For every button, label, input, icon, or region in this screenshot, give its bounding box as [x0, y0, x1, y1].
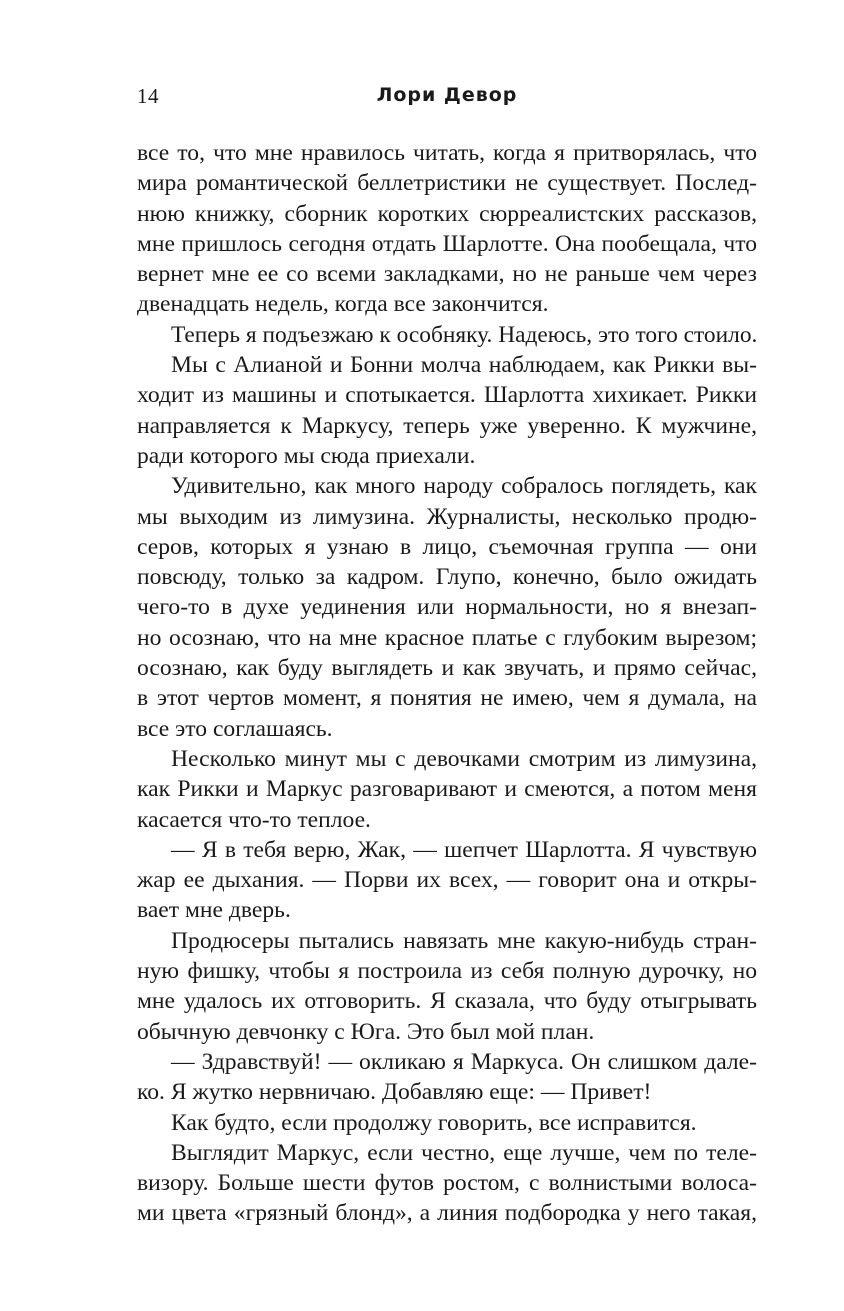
- text-line: как Рикки и Маркус разговаривают и смеются, а потом меня: [137, 776, 757, 803]
- text-line: но осознаю, что на мне красное платье с глубоким вырезом;: [137, 624, 757, 651]
- text-line: — Здравствуй! — окликаю я Маркуса. Он слишком дале-: [171, 1048, 757, 1075]
- text-line: Продюсеры пытались навязать мне какую-нибудь стран-: [171, 927, 757, 954]
- text-line: чего-то в духе уединения или нормальности, но я внезап-: [137, 594, 757, 621]
- text-line: обычную девчонку с Юга. Это был мой план.: [137, 1018, 595, 1045]
- text-line: серов, которых я узнаю в лицо, съемочная группа — они: [137, 533, 757, 560]
- text-line: мне удалось их отговорить. Я сказала, что буду отыгрывать: [137, 988, 757, 1015]
- text-line: Мы с Алианой и Бонни молча наблюдаем, как Рикки вы-: [171, 352, 757, 379]
- text-line: касается что-то теплое.: [137, 806, 371, 833]
- text-line: мы выходим из лимузина. Журналисты, несколько продю-: [137, 503, 757, 530]
- text-line: осознаю, как буду выглядеть и как звучать, и прямо сейчас,: [137, 655, 757, 682]
- text-line: все то, что мне нравилось читать, когда я притворялась, что: [137, 140, 757, 166]
- running-title: Лори Девор: [376, 84, 518, 106]
- body-text: [137, 138, 757, 1229]
- text-line: повсюду, только за кадром. Глупо, конечно, было ожидать: [137, 564, 757, 591]
- text-line: нюю книжку, сборник коротких сюрреалистских рассказов,: [137, 200, 757, 227]
- text-line: визору. Больше шести футов ростом, с волнистыми волоса-: [137, 1170, 757, 1197]
- text-line: вернет мне ее со всеми закладками, но не раньше чем через: [137, 261, 757, 288]
- text-line: жар ее дыхания. — Порви их всех, — говорит она и откры-: [137, 867, 757, 894]
- text-line: ходит из машины и спотыкается. Шарлотта хихикает. Рикки: [137, 382, 757, 409]
- text-line: ную фишку, чтобы я построила из себя полную дурочку, но: [137, 958, 757, 985]
- text-line: вает мне дверь.: [137, 897, 291, 924]
- text-line: ко. Я жутко нервничаю. Добавляю еще: — Привет!: [137, 1079, 652, 1106]
- text-line: двенадцать недель, когда все закончится.: [137, 291, 549, 318]
- text-line: — Я в тебя верю, Жак, — шепчет Шарлотта. Я чувствую: [171, 836, 757, 863]
- text-line: Теперь я подъезжаю к особняку. Надеюсь, это того стоило.: [171, 321, 758, 348]
- page-number: 14: [137, 84, 159, 108]
- text-line: ми цвета «грязный блонд», а линия подбородка у него такая,: [137, 1200, 757, 1227]
- page-header: [137, 84, 757, 112]
- text-line: Выглядит Маркус, если честно, еще лучше, чем по теле-: [171, 1139, 757, 1166]
- text-line: мира романтической беллетристики не существует. Послед-: [137, 170, 757, 197]
- text-line: мне пришлось сегодня отдать Шарлотте. Она пообещала, что: [137, 230, 757, 257]
- text-line: направляется к Маркусу, теперь уже уверенно. К мужчине,: [137, 412, 757, 439]
- text-line: Как будто, если продолжу говорить, все исправится.: [171, 1109, 697, 1136]
- text-line: ради которого мы сюда приехали.: [137, 442, 476, 469]
- text-line: все это соглашаясь.: [137, 715, 333, 742]
- text-line: в этот чертов момент, я понятия не имею, чем я думала, на: [137, 685, 757, 712]
- text-line: Удивительно, как много народу собралось поглядеть, как: [171, 473, 757, 500]
- text-line: Несколько минут мы с девочками смотрим из лимузина,: [171, 745, 757, 772]
